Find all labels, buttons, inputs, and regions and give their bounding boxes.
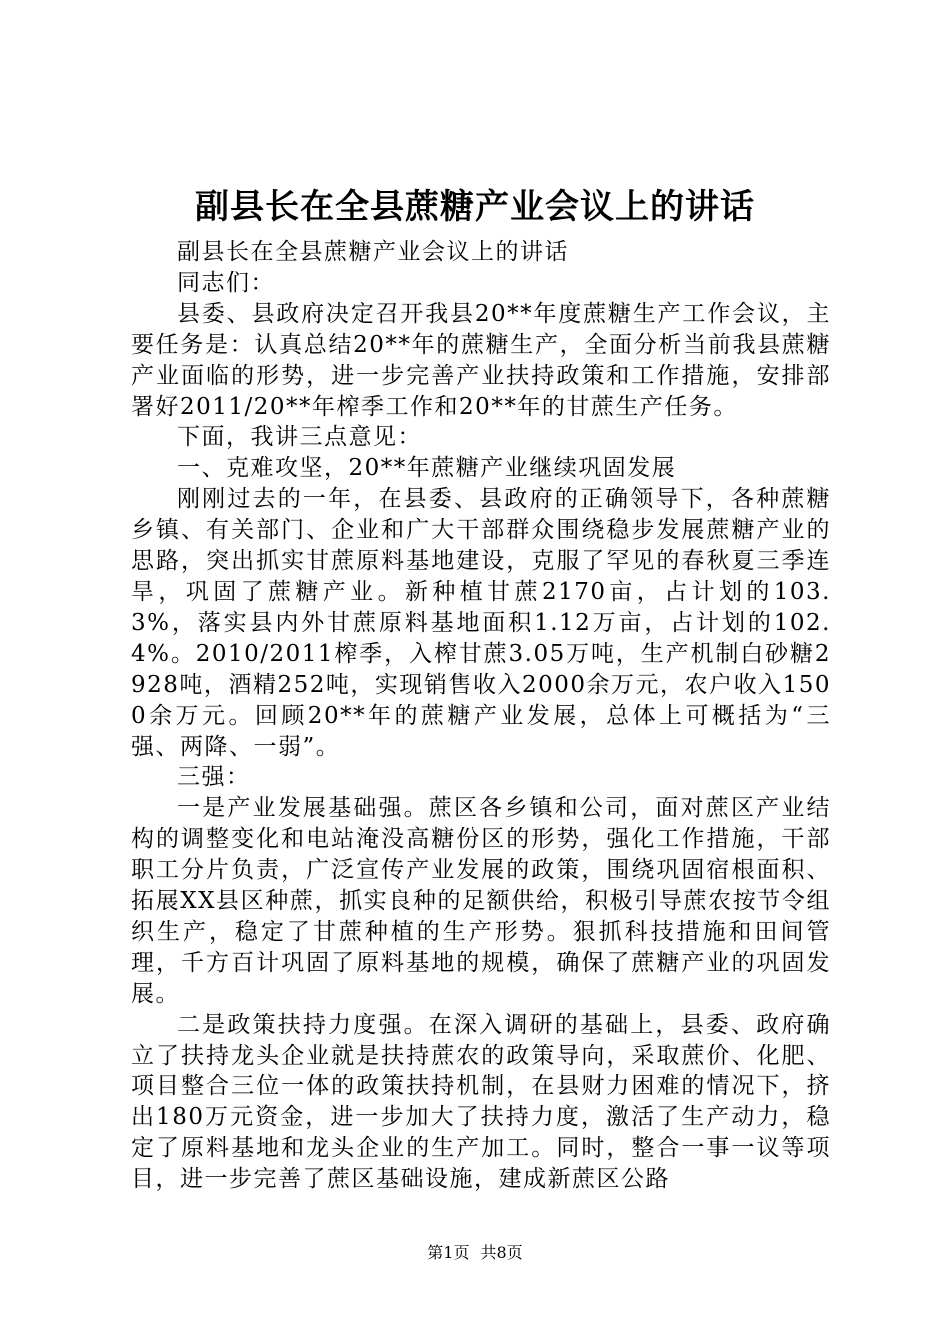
page-total: 共8页 xyxy=(480,1243,523,1262)
document-body xyxy=(131,237,831,1195)
paragraph-salutation: 同志们： xyxy=(177,269,275,296)
section-heading-1: 一、克难攻坚，20**年蔗糖产业继续巩固发展 xyxy=(177,455,677,482)
paragraph-outline: 下面，我讲三点意见： xyxy=(177,424,422,451)
paragraph-subtitle: 副县长在全县蔗糖产业会议上的讲话 xyxy=(177,239,569,265)
paragraph-strength-1: 一是产业发展基础强。蔗区各乡镇和公司，面对蔗区产业结构的调整变化和电站淹没高糖份区的形势，强化工作措施，干部职工分片负责，广泛宣传产业发展的政策，围绕巩固宿根面积、拓展XX县区种蔗，抓实良种的足额供给，积极引导蔗农按节令组织生产，稳定了甘蔗种植的生产形势。狠抓科技措施和田间管理，千方百计巩固了原料基地的规模，确保了蔗糖产业的巩固发展。 xyxy=(131,795,831,1007)
paragraph-review: 刚刚过去的一年，在县委、县政府的正确领导下，各种蔗糖乡镇、有关部门、企业和广大干部群众围绕稳步发展蔗糖产业的思路，突出抓实甘蔗原料基地建设，克服了罕见的春秋夏三季连旱，巩固了蔗糖产业。新种植甘蔗2170亩，占计划的103.3%，落实县内外甘蔗原料基地面积1.12万亩，占计划的102.4%。2010/2011榨季，入榨甘蔗3.05万吨，生产机制白砂糖2928吨，酒精252吨，实现销售收入2000余万元，农户收入1500余万元。回顾20**年的蔗糖产业发展，总体上可概括为“三强、两降、一弱”。 xyxy=(131,486,831,760)
page-number: 第1页 xyxy=(427,1243,470,1262)
paragraph-strength-2: 二是政策扶持力度强。在深入调研的基础上，县委、政府确立了扶持龙头企业就是扶持蔗农的政策导向，采取蔗价、化肥、项目整合三位一体的政策扶持机制，在县财力困难的情况下，挤出180万元资金，进一步加大了扶持力度，激活了生产动力，稳定了原料基地和龙头企业的生产加工。同时，整合一事一议等项目，进一步完善了蔗区基础设施，建成新蔗区公路 xyxy=(131,1011,831,1193)
paragraph-intro: 县委、县政府决定召开我县20**年度蔗糖生产工作会议，主要任务是：认真总结20**年的蔗糖生产，全面分析当前我县蔗糖产业面临的形势，进一步完善产业扶持政策和工作措施，安排部署好2011/20**年榨季工作和20**年的甘蔗生产任务。 xyxy=(131,300,831,420)
paragraph-three-strengths: 三强： xyxy=(177,764,251,791)
document-title: 副县长在全县蔗糖产业会议上的讲话 xyxy=(195,187,755,227)
page-footer xyxy=(0,1242,950,1264)
